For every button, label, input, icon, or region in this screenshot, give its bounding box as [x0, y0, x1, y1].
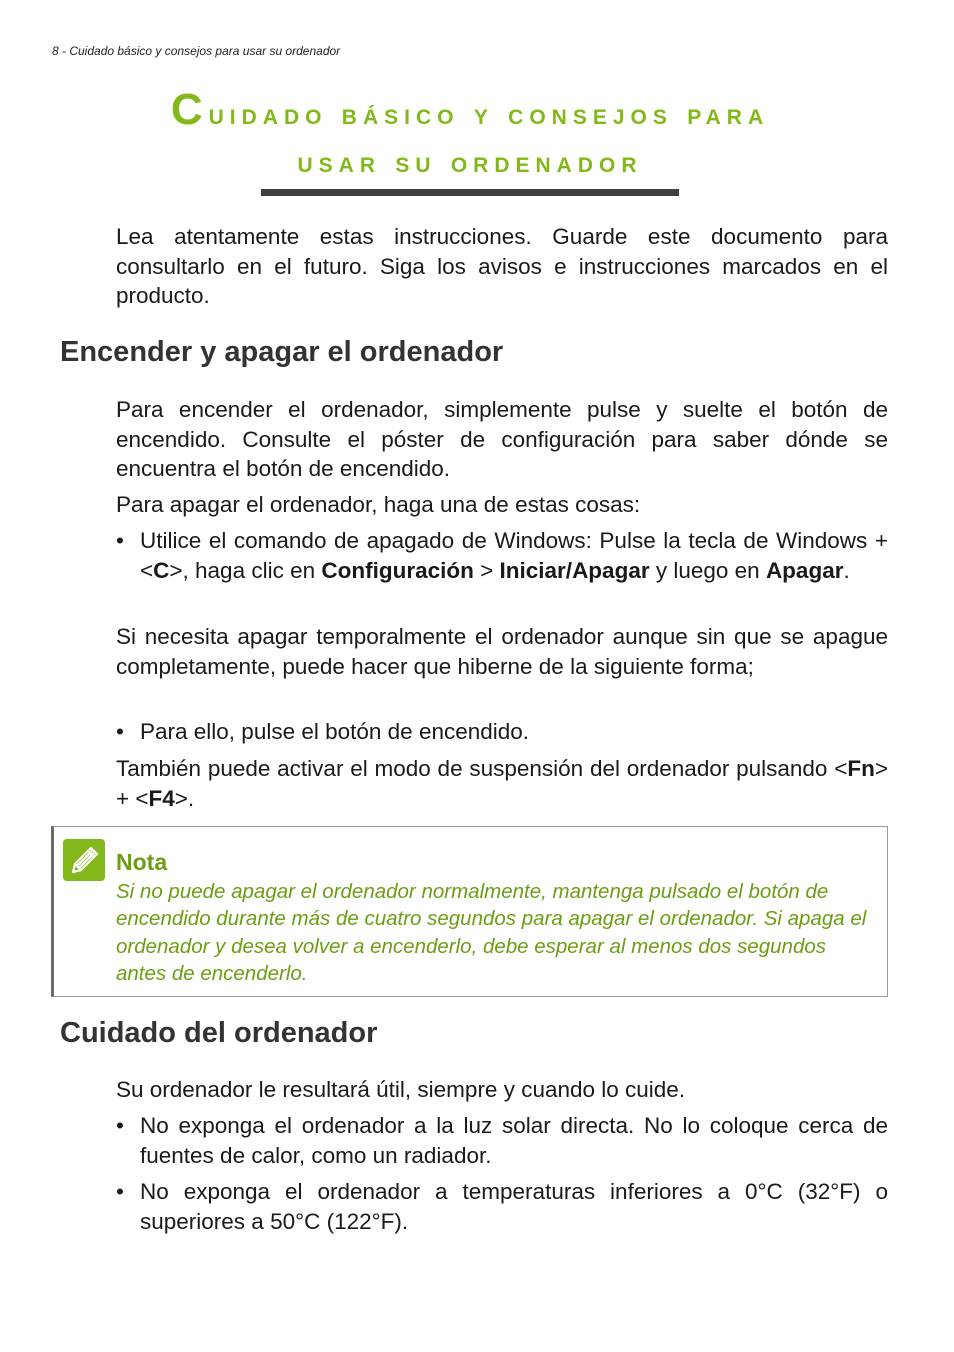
key-c: C	[153, 557, 170, 583]
chapter-title	[40, 86, 900, 187]
menu-configuracion: Configuración	[321, 557, 474, 583]
hibernate-paragraph: Si necesita apagar temporalmente el ordenador aunque sin que se apague completamente, puede hacer que hiberne de la siguiente forma;	[116, 624, 888, 679]
bullet-dot: •	[116, 528, 124, 553]
list-item-sunlight: • No exponga el ordenador a la luz solar directa. No lo coloque cerca de fuentes de calor, como un radiador.	[116, 1113, 888, 1168]
title-divider	[261, 189, 679, 196]
running-header: 8 - Cuidado básico y consejos para usar su ordenador	[52, 44, 341, 58]
note-text: Si no puede apagar el ordenador normalmente, mantenga pulsado el botón de encendido durante más de cuatro segundos para apagar el ordenador. Si apaga el ordenador y desea volver a encenderlo, debe esperar al menos dos segundos antes de encenderlo.	[116, 880, 867, 985]
note-box	[51, 826, 888, 997]
key-fn: Fn	[847, 756, 875, 781]
chapter-title-line-2: usar su ordenador	[297, 146, 643, 179]
bullet-dot: •	[116, 1113, 124, 1138]
pencil-icon	[63, 839, 105, 881]
section-heading-power: Encender y apagar el ordenador	[60, 336, 504, 368]
note-label: Nota	[116, 849, 168, 875]
chapter-title-line-1	[40, 86, 900, 139]
bullet-dot: •	[116, 1179, 124, 1204]
bullet-dot: •	[116, 719, 124, 744]
chapter-title-initial: C	[170, 85, 209, 134]
key-f4: F4	[148, 785, 175, 811]
power-on-paragraph: Para encender el ordenador, simplemente pulse y suelte el botón de encendido. Consulte el póster de configuración para saber dónde se encuentra el botón de encendido.	[116, 397, 888, 481]
chapter-title-rest: uidado básico y consejos para	[208, 98, 770, 131]
menu-apagar: Apagar	[765, 557, 844, 583]
sleep-paragraph: También puede activar el modo de suspensión del ordenador pulsando <Fn> + <F4>.	[116, 756, 888, 811]
list-item-windows-shutdown: • Utilice el comando de apagado de Windows: Pulse la tecla de Windows + <C>, haga clic en Configuración > Iniciar/Apagar y luego en Apagar.	[116, 528, 888, 583]
menu-iniciar-apagar: Iniciar/Apagar	[499, 557, 650, 583]
care-intro-paragraph: Su ordenador le resultará útil, siempre y cuando lo cuide.	[116, 1077, 686, 1102]
list-item-power-button: • Para ello, pulse el botón de encendido.	[116, 717, 888, 747]
section-heading-care: Cuidado del ordenador	[60, 1017, 378, 1049]
intro-paragraph: Lea atentamente estas instrucciones. Guarde este documento para consultarlo en el futuro. Siga los avisos e instrucciones marcados en el producto.	[116, 224, 888, 308]
power-off-intro: Para apagar el ordenador, haga una de estas cosas:	[116, 492, 641, 517]
list-item-temperature: • No exponga el ordenador a temperaturas inferiores a 0°C (32°F) o superiores a 50°C (122°F).	[116, 1179, 888, 1234]
